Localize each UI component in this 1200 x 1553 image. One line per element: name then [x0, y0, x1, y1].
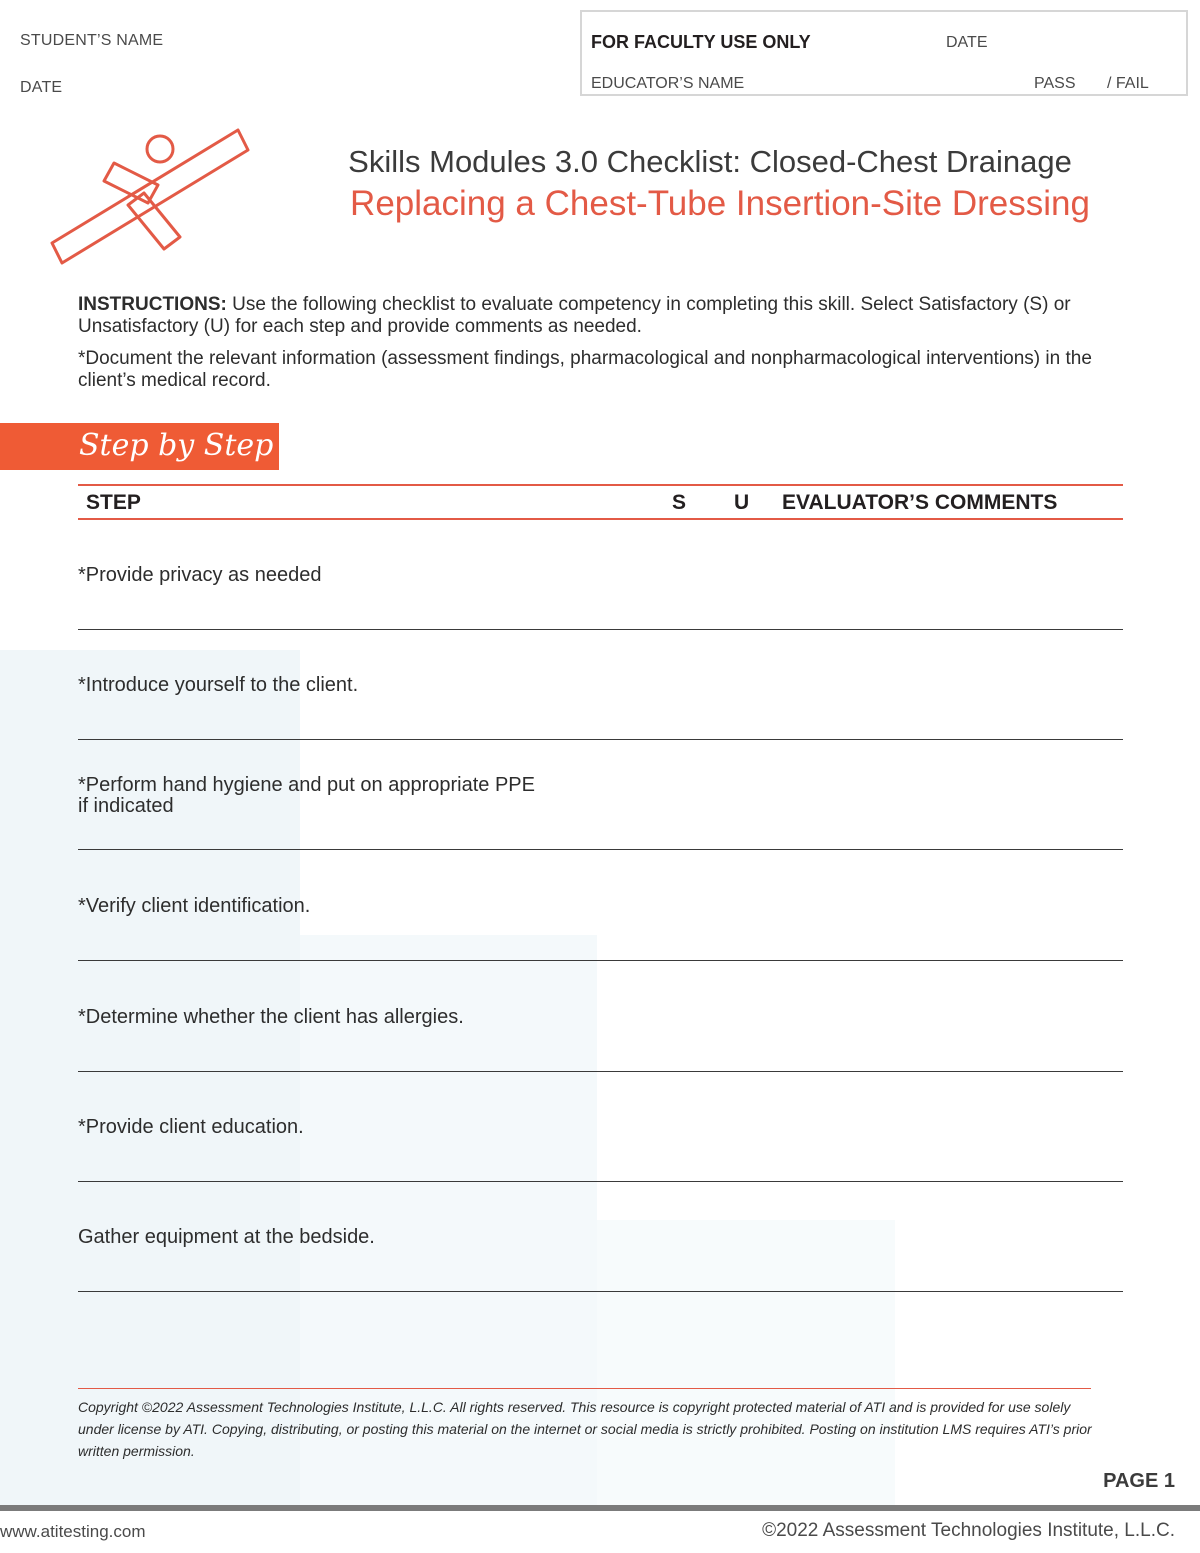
step-text: [78, 896, 618, 917]
section-banner: [0, 423, 279, 470]
faculty-heading: FOR FACULTY USE ONLY: [591, 32, 811, 52]
table-row: [78, 1071, 1123, 1181]
step-text: [78, 565, 618, 586]
step-line: *Introduce yourself to the client.: [78, 674, 359, 696]
educator-name-label: EDUCATOR’S NAME: [591, 75, 745, 92]
page-number: PAGE 1: [1103, 1470, 1175, 1492]
instructions: [78, 294, 1118, 338]
table-row: [78, 740, 1123, 850]
row-divider: [78, 1291, 1123, 1292]
skill-title: Replacing a Chest-Tube Insertion-Site Dressing: [350, 184, 1090, 223]
instructions-text: Use the following checklist to evaluate competency in completing this skill. Select Satisfactory (S) or Unsatisfactory (U) for each step and provide comments as needed.: [78, 294, 1071, 337]
table-row: [78, 630, 1123, 740]
unsatisfactory-column-header: U: [734, 491, 750, 514]
documentation-note: *Document the relevant information (assessment findings, pharmacological and nonpharmacological interventions) in the client’s medical record.: [78, 348, 1092, 391]
footer-rule: [78, 1388, 1091, 1389]
step-line: *Provide client education.: [78, 1116, 304, 1138]
step-text: [78, 1227, 618, 1248]
instructions-label: INSTRUCTIONS:: [78, 294, 227, 315]
footer-bar: [0, 1505, 1200, 1511]
comments-column-header: EVALUATOR’S COMMENTS: [782, 491, 1058, 514]
step-text: [78, 675, 618, 696]
step-line: if indicated: [78, 795, 174, 817]
student-name-label: STUDENT’S NAME: [20, 32, 164, 49]
step-line: *Verify client identification.: [78, 895, 311, 917]
faculty-date-label: DATE: [946, 34, 988, 51]
fail-label: / FAIL: [1107, 75, 1149, 92]
step-line: *Perform hand hygiene and put on appropriate PPE: [78, 774, 535, 796]
date-label: DATE: [20, 79, 63, 96]
company-notice: ©2022 Assessment Technologies Institute, L.L.C.: [762, 1520, 1175, 1541]
faculty-use-box: [580, 10, 1188, 96]
step-text: [78, 775, 618, 817]
step-text: [78, 1117, 618, 1138]
table-row: [78, 520, 1123, 630]
step-line: *Determine whether the client has allergies.: [78, 1006, 464, 1028]
header-top-rule: [78, 484, 1123, 486]
step-text: [78, 1007, 618, 1028]
satisfactory-column-header: S: [672, 491, 687, 514]
table-row: [78, 1181, 1123, 1291]
checklist-title: Skills Modules 3.0 Checklist: Closed-Chest Drainage: [348, 144, 1072, 179]
step-line: Gather equipment at the bedside.: [78, 1226, 375, 1248]
table-row: [78, 850, 1123, 960]
pass-label: PASS: [1034, 75, 1076, 92]
ati-figure-logo: [48, 125, 253, 270]
table-row: [78, 961, 1123, 1071]
step-column-header: STEP: [86, 491, 141, 514]
copyright-notice: Copyright ©2022 Assessment Technologies Institute, L.L.C. All rights reserved. This resource is copyright protected material of ATI and is provided for use solely under license by ATI. Copying, distributing, or posting this material on the internet or social media is strictly prohibited. Posting on institution LMS requires ATI’s prior written permission.: [78, 1399, 1092, 1459]
website-link[interactable]: www.atitesting.com: [0, 1522, 146, 1541]
section-banner-label: Step by Step: [79, 428, 274, 463]
step-line: *Provide privacy as needed: [78, 564, 322, 586]
